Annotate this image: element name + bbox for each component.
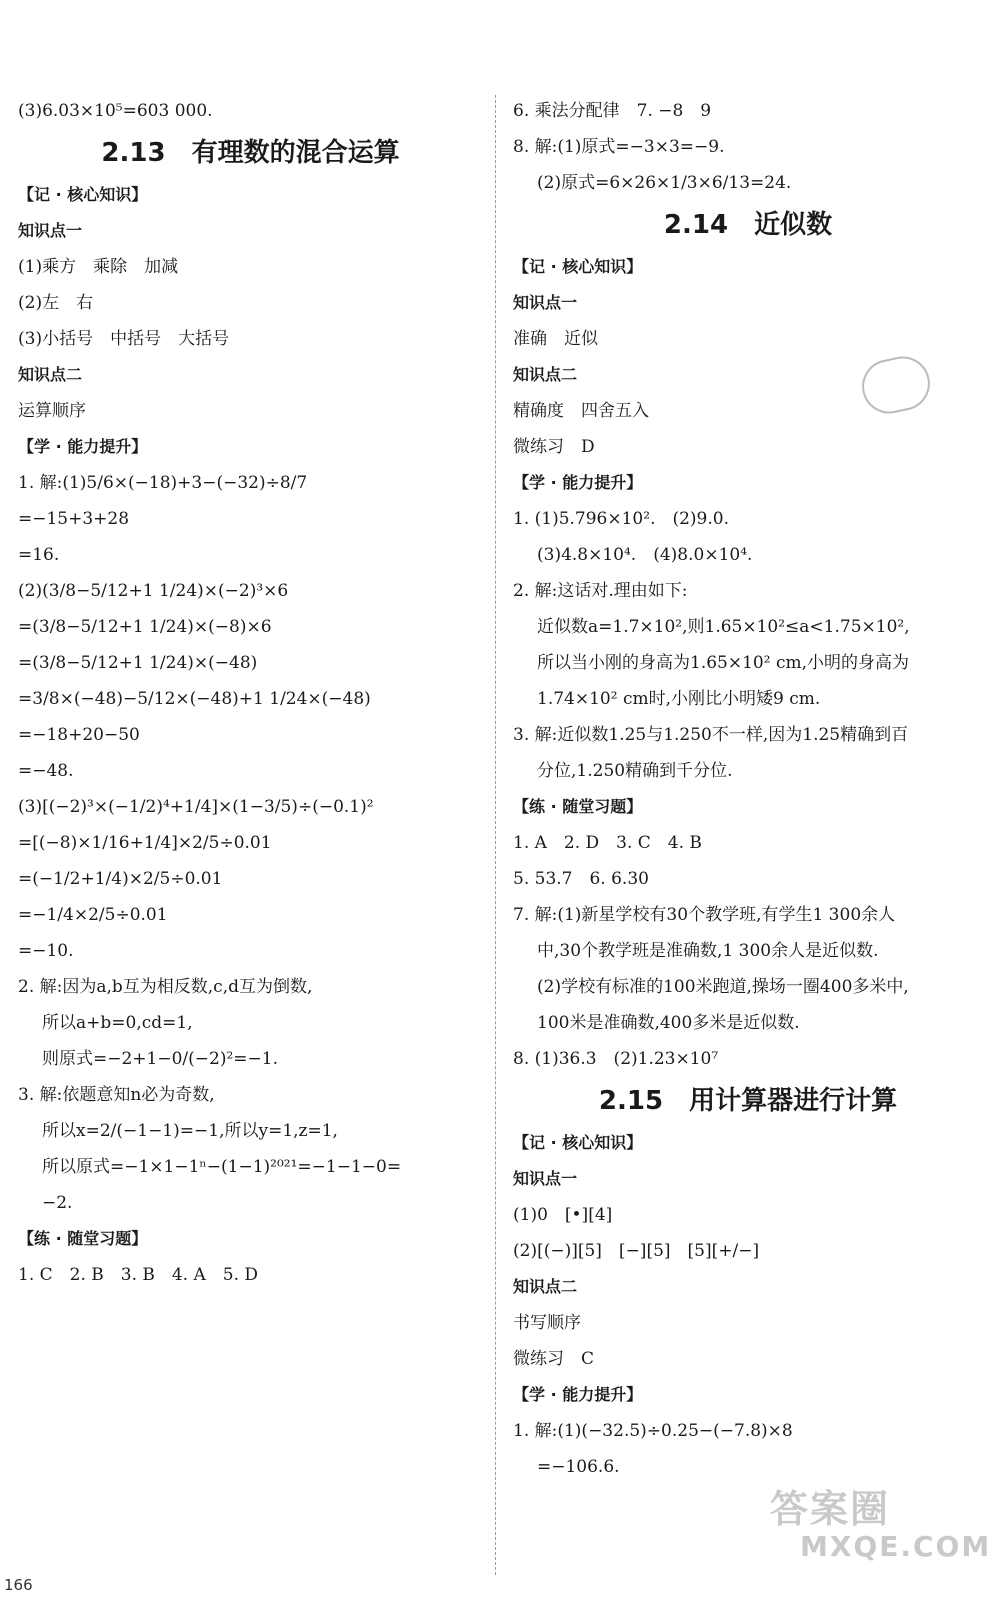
watermark-logo: 答案圈 bbox=[770, 1487, 891, 1531]
answer-line: −2. bbox=[42, 1193, 73, 1213]
answer-line: =16. bbox=[18, 545, 60, 565]
answer-line: 3. 解:依题意知n必为奇数, bbox=[18, 1085, 215, 1105]
section-heading: 2.13 有理数的混合运算 bbox=[101, 138, 400, 168]
right-column bbox=[513, 100, 983, 1492]
answer-line: 7. 解:(1)新星学校有30个教学班,有学生1 300余人 bbox=[513, 905, 896, 925]
answer-line: 6. 乘法分配律 7. −8 9 bbox=[513, 101, 712, 121]
section-label: 知识点二 bbox=[513, 1277, 578, 1296]
answer-line: =−18+20−50 bbox=[18, 725, 140, 745]
answer-line: =−106.6. bbox=[537, 1457, 620, 1477]
answer-line: 中,30个教学班是准确数,1 300余人是近似数. bbox=[537, 941, 879, 961]
answer-line: (3)[(−2)³×(−1/2)⁴+1/4]×(1−3/5)÷(−0.1)² bbox=[18, 797, 374, 817]
answer-line: 书写顺序 bbox=[513, 1313, 581, 1333]
answer-line: 微练习 D bbox=[513, 437, 595, 457]
column-divider bbox=[495, 95, 496, 1575]
answer-line: 1. 解:(1)(−32.5)÷0.25−(−7.8)×8 bbox=[513, 1421, 793, 1441]
section-heading: 2.14 近似数 bbox=[663, 210, 833, 240]
answer-line: (2)[(−)][5] [−][5] [5][+/−] bbox=[513, 1241, 760, 1261]
section-label: 【记 · 核心知识】 bbox=[513, 257, 643, 276]
answer-line: 则原式=−2+1−0/(−2)²=−1. bbox=[42, 1049, 278, 1069]
answer-line: (3)小括号 中括号 大括号 bbox=[18, 329, 230, 349]
answer-line: 5. 53.7 6. 6.30 bbox=[513, 869, 649, 889]
section-label: 【学 · 能力提升】 bbox=[513, 1385, 643, 1404]
answer-line: 8. (1)36.3 (2)1.23×10⁷ bbox=[513, 1049, 719, 1069]
answer-line: 3. 解:近似数1.25与1.250不一样,因为1.25精确到百 bbox=[513, 725, 909, 745]
answer-line: =3/8×(−48)−5/12×(−48)+1 1/24×(−48) bbox=[18, 689, 371, 709]
section-label: 【学 · 能力提升】 bbox=[18, 437, 148, 456]
answer-line: 2. 解:这话对.理由如下: bbox=[513, 581, 688, 601]
section-label: 知识点二 bbox=[18, 365, 83, 384]
answer-line: (2)(3/8−5/12+1 1/24)×(−2)³×6 bbox=[18, 581, 289, 601]
answer-line: =−1/4×2/5÷0.01 bbox=[18, 905, 168, 925]
answer-line: (2)左 右 bbox=[18, 293, 94, 313]
answer-line: 运算顺序 bbox=[18, 401, 86, 421]
answer-line: 1. A 2. D 3. C 4. B bbox=[513, 833, 702, 853]
section-label: 【练 · 随堂习题】 bbox=[513, 797, 643, 816]
section-label: 知识点二 bbox=[513, 365, 578, 384]
watermark-url: MXQE.COM bbox=[800, 1530, 992, 1563]
section-label: 【记 · 核心知识】 bbox=[513, 1133, 643, 1152]
answer-line: =−48. bbox=[18, 761, 74, 781]
answer-line: 微练习 C bbox=[513, 1349, 595, 1369]
answer-line: =(3/8−5/12+1 1/24)×(−48) bbox=[18, 653, 258, 673]
answer-line: 所以a+b=0,cd=1, bbox=[42, 1013, 193, 1033]
answer-line: (3)6.03×10⁵=603 000. bbox=[18, 101, 213, 121]
section-label: 知识点一 bbox=[513, 293, 578, 312]
answer-line: =[(−8)×1/16+1/4]×2/5÷0.01 bbox=[18, 833, 272, 853]
answer-line: 1. 解:(1)5/6×(−18)+3−(−32)÷8/7 bbox=[18, 473, 308, 493]
section-label: 知识点一 bbox=[18, 221, 83, 240]
section-label: 【学 · 能力提升】 bbox=[513, 473, 643, 492]
answer-line: (1)乘方 乘除 加减 bbox=[18, 257, 179, 277]
left-column bbox=[18, 100, 483, 1300]
answer-line: =−15+3+28 bbox=[18, 509, 130, 529]
answer-line: 精确度 四舍五入 bbox=[513, 401, 649, 421]
answer-line: =(3/8−5/12+1 1/24)×(−8)×6 bbox=[18, 617, 272, 637]
answer-line: (2)学校有标准的100米跑道,操场一圈400多米中, bbox=[537, 977, 909, 997]
answer-line: 所以x=2/(−1−1)=−1,所以y=1,z=1, bbox=[42, 1121, 338, 1141]
page-number: 166 bbox=[4, 1576, 33, 1594]
section-label: 知识点一 bbox=[513, 1169, 578, 1188]
answer-line: 2. 解:因为a,b互为相反数,c,d互为倒数, bbox=[18, 977, 313, 997]
section-heading: 2.15 用计算器进行计算 bbox=[598, 1086, 898, 1116]
answer-line: 准确 近似 bbox=[513, 329, 598, 349]
answer-line: 1.74×10² cm时,小刚比小明矮9 cm. bbox=[537, 689, 821, 709]
section-label: 【记 · 核心知识】 bbox=[18, 185, 148, 204]
answer-line: 100米是准确数,400多米是近似数. bbox=[537, 1013, 800, 1033]
answer-line: 1. C 2. B 3. B 4. A 5. D bbox=[18, 1265, 259, 1285]
answer-line: (1)0 [•][4] bbox=[513, 1205, 613, 1225]
answer-line: (3)4.8×10⁴. (4)8.0×10⁴. bbox=[537, 545, 753, 565]
answer-line: =−10. bbox=[18, 941, 74, 961]
answer-line: =(−1/2+1/4)×2/5÷0.01 bbox=[18, 869, 223, 889]
answer-line: 分位,1.250精确到千分位. bbox=[537, 761, 733, 781]
section-label: 【练 · 随堂习题】 bbox=[18, 1229, 148, 1248]
answer-line: 1. (1)5.796×10². (2)9.0. bbox=[513, 509, 729, 529]
answer-line: 近似数a=1.7×10²,则1.65×10²≤a<1.75×10², bbox=[537, 617, 910, 637]
answer-line: 所以当小刚的身高为1.65×10² cm,小明的身高为 bbox=[537, 653, 909, 673]
answer-line: 所以原式=−1×1−1ⁿ−(1−1)²⁰²¹=−1−1−0= bbox=[42, 1157, 402, 1177]
answer-line: (2)原式=6×26×1/3×6/13=24. bbox=[537, 173, 792, 193]
answer-line: 8. 解:(1)原式=−3×3=−9. bbox=[513, 137, 725, 157]
